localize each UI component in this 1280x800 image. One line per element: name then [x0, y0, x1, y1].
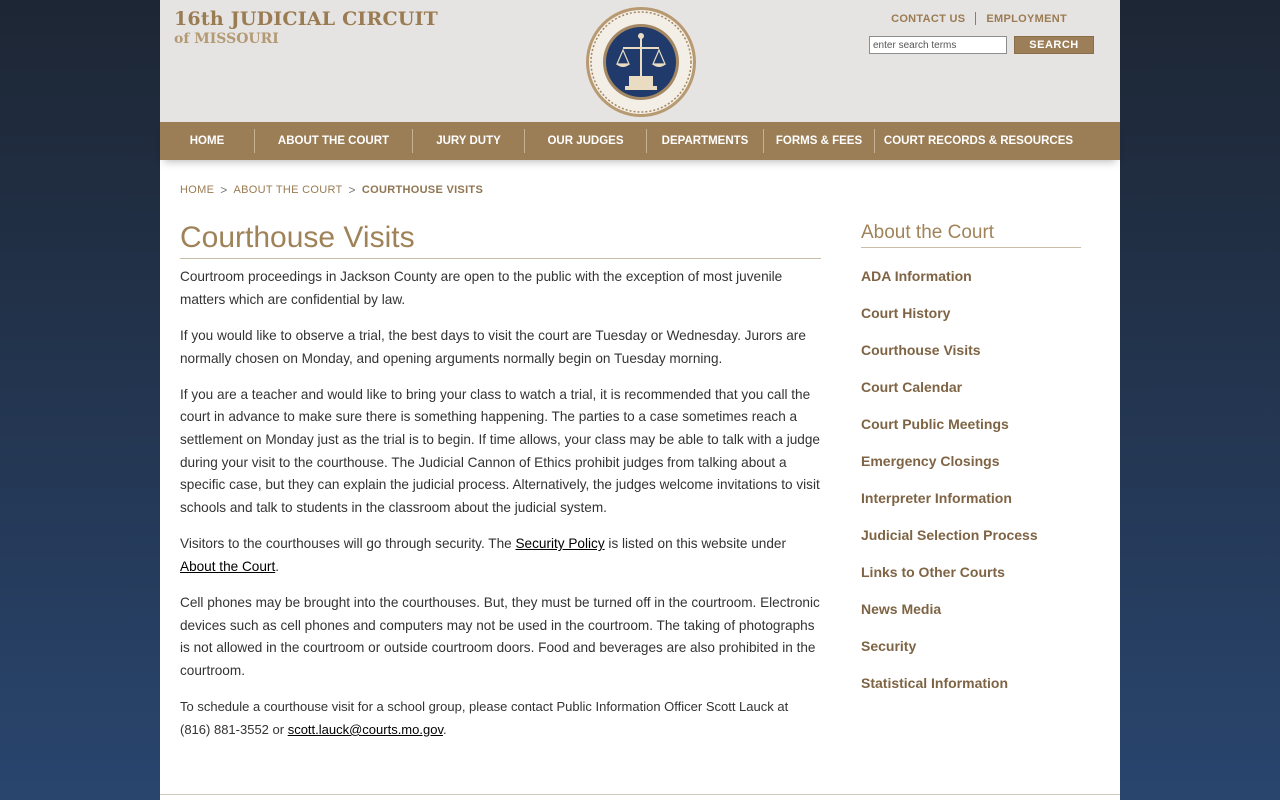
nav-forms-and-fees[interactable]: FORMS & FEES [775, 135, 863, 147]
sidebar-item-news-media[interactable]: News Media [861, 601, 942, 617]
main-nav [160, 122, 1120, 160]
nav-about-the-court[interactable]: ABOUT THE COURT [277, 135, 390, 147]
paragraph-teachers: If you are a teacher and would like to bring your class to watch a trial, it is recommended that you call the court in advance to make sure there is something happening. The parties to a case sometimes reach a settlement on Monday just as the trial is to begin. If time allows, your class may be able to talk with a judge during your visit to the courthouse. The Judicial Cannon of Ethics prohibit judges from talking about a specific case, but they can explain the judicial process. Alternatively, the judges welcome invitations to visit schools and talk to students in the classroom about the judicial system. [180, 386, 820, 516]
breadcrumb [180, 183, 483, 197]
sidebar-item-courthouse-visits[interactable]: Courthouse Visits [861, 342, 981, 358]
sidebar-item-ada-information[interactable]: ADA Information [861, 268, 972, 284]
paragraph-security [180, 533, 822, 578]
sidebar-item-court-calendar[interactable]: Court Calendar [861, 379, 963, 395]
nav-court-records-resources[interactable]: COURT RECORDS & RESOURCES [883, 135, 1074, 147]
breadcrumb-about-the-court[interactable]: ABOUT THE COURT [233, 184, 343, 196]
breadcrumb-current: COURTHOUSE VISITS [361, 184, 484, 196]
site-title[interactable]: 16th JUDICIAL CIRCUIT [174, 8, 439, 30]
paragraph-contact [180, 696, 822, 741]
court-seal-icon[interactable] [585, 6, 697, 118]
footer-divider [160, 794, 1120, 795]
top-link-divider [975, 12, 976, 25]
sidebar-item-court-history[interactable]: Court History [861, 305, 951, 321]
security-text-after: . [275, 558, 279, 574]
main-content [180, 266, 822, 755]
breadcrumb-separator: > [348, 183, 356, 197]
sidebar-item-court-public-meetings[interactable]: Court Public Meetings [861, 416, 1009, 432]
nav-jury-duty[interactable]: JURY DUTY [436, 135, 501, 147]
sidebar-item-interpreter-information[interactable]: Interpreter Information [861, 490, 1012, 506]
security-policy-link[interactable]: Security Policy [515, 536, 605, 552]
paragraph-public-proceedings: Courtroom proceedings in Jackson County are open to the public with the exception of most juvenile matters which are confidential by law. [180, 269, 783, 307]
paragraph-best-days: If you would like to observe a trial, the best days to visit the court are Tuesday or Wednesday. Jurors are normally chosen on Monday, and opening arguments normally begin on Tuesday morning. [180, 327, 806, 366]
page-container [160, 0, 1120, 800]
sidebar-item-statistical-information[interactable]: Statistical Information [861, 675, 1009, 691]
top-links [891, 12, 1067, 25]
employment-link[interactable]: EMPLOYMENT [986, 12, 1067, 25]
breadcrumb-home[interactable]: HOME [180, 184, 215, 196]
nav-departments[interactable]: DEPARTMENTS [661, 135, 749, 147]
page-title: Courthouse Visits [180, 220, 821, 259]
breadcrumb-separator: > [220, 183, 228, 197]
sidebar-item-judicial-selection-process[interactable]: Judicial Selection Process [861, 527, 1038, 543]
paragraph-cell-phones: Cell phones may be brought into the courthouses. But, they must be turned off in the courtroom. Electronic devices such as cell phones and computers may not be used in the courtroom. The taking of photographs is not allowed in the courtroom or outside courtroom doors. Food and beverages are also prohibited in the courtroom. [180, 595, 820, 679]
site-header [160, 0, 1120, 122]
contact-us-link[interactable]: CONTACT US [891, 12, 966, 25]
nav-our-judges[interactable]: OUR JUDGES [547, 135, 624, 147]
search-button[interactable]: SEARCH [1014, 36, 1094, 54]
contact-text-before: To schedule a courthouse visit for a school group, please contact Public Information Officer Scott Lauck at (816) 881-3552 or [180, 699, 789, 737]
sidebar-item-security[interactable]: Security [861, 638, 917, 654]
security-text-before: Visitors to the courthouses will go through security. The [180, 536, 516, 552]
sidebar-item-emergency-closings[interactable]: Emergency Closings [861, 453, 1000, 469]
security-text-middle: is listed on this website under [604, 536, 786, 552]
contact-text-after: . [442, 721, 447, 737]
sidebar-item-links-to-other-courts[interactable]: Links to Other Courts [861, 564, 1005, 580]
about-the-court-link[interactable]: About the Court [180, 558, 276, 574]
email-link[interactable]: scott.lauck@courts.mo.gov [287, 721, 443, 737]
site-subtitle[interactable]: of MISSOURI [174, 31, 279, 47]
sidebar-title: About the Court [861, 220, 1081, 248]
sidebar-menu [861, 266, 1038, 710]
search-input[interactable] [869, 36, 1007, 54]
nav-home[interactable]: HOME [189, 135, 225, 147]
